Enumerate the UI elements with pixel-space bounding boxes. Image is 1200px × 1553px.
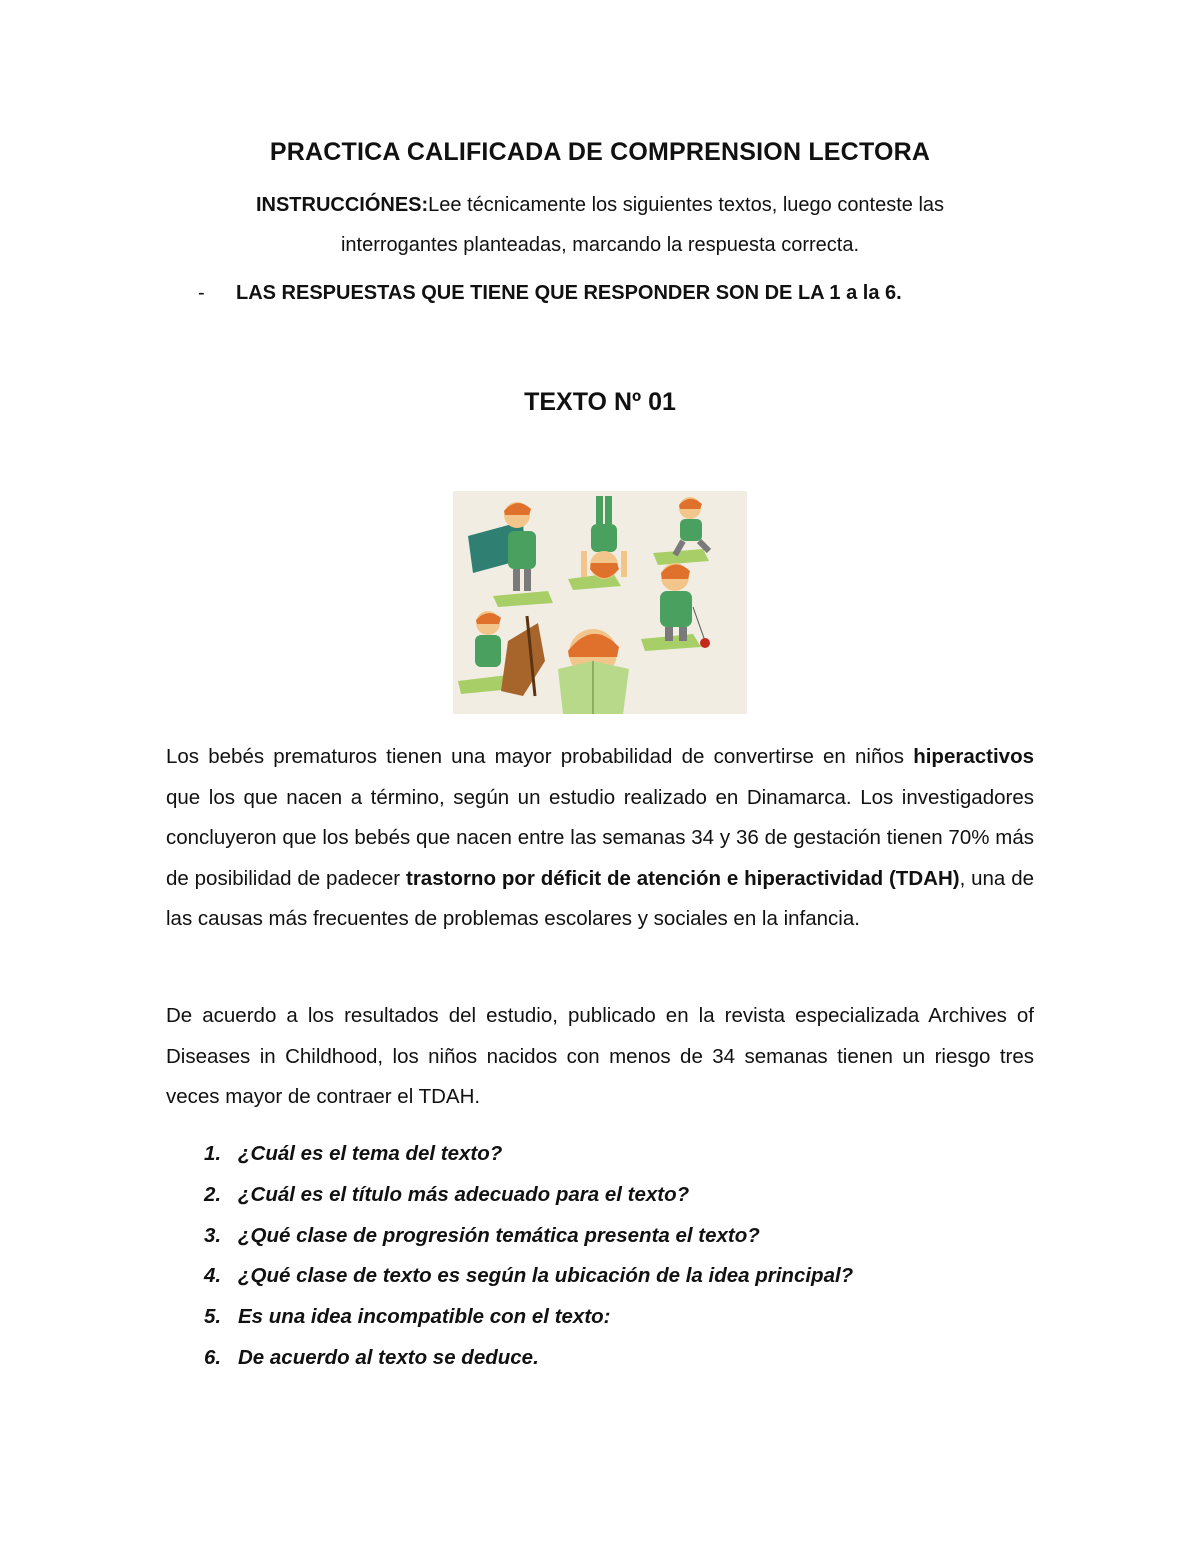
list-item xyxy=(204,1256,1004,1297)
question-number: 6. xyxy=(204,1345,222,1369)
question-text: Es una idea incompatible con el texto: xyxy=(238,1305,611,1329)
paragraph-1-part-c: que los que nacen a término, según un estudio realizado en Dinamarca. Los investigadores concluyeron que los bebés que nacen entre las semanas 34 y 36 de gestación tienen 70% más de posibilidad de padecer xyxy=(166,785,1034,890)
instructions-text-2: interrogantes planteadas, marcando la respuesta correcta. xyxy=(340,234,860,256)
instructions-label: INSTRUCCIÓNES: xyxy=(255,194,429,216)
bullet-dash: - xyxy=(198,282,205,304)
list-item xyxy=(204,1297,1004,1338)
answers-note-text: LAS RESPUESTAS QUE TIENE QUE RESPONDER SON DE LA 1 a la 6. xyxy=(236,282,902,304)
list-item xyxy=(204,1338,1004,1379)
paragraph-2: De acuerdo a los resultados del estudio, publicado en la revista especializada Archives of Diseases in Childhood, los niños nacidos con menos de 34 semanas tienen un riesgo tres veces mayor de contraer el TDAH. xyxy=(166,1004,1034,1108)
keyword-hiperactivos: hiperactivos xyxy=(913,745,1034,768)
question-text: ¿Qué clase de texto es según la ubicación de la idea principal? xyxy=(238,1264,854,1288)
question-text: ¿Cuál es el título más adecuado para el texto? xyxy=(238,1182,690,1206)
question-list xyxy=(204,1134,1004,1379)
list-item xyxy=(204,1216,1004,1257)
instructions-line-1 xyxy=(166,185,1034,225)
question-text: ¿Qué clase de progresión temática presenta el texto? xyxy=(238,1223,760,1247)
question-number: 1. xyxy=(204,1142,222,1165)
list-item xyxy=(204,1134,1004,1175)
question-number: 2. xyxy=(204,1182,222,1206)
paragraph-1 xyxy=(166,737,1034,940)
question-number: 3. xyxy=(204,1223,222,1247)
instructions xyxy=(166,185,1034,265)
list-item xyxy=(204,1175,1004,1216)
question-text: De acuerdo al texto se deduce. xyxy=(238,1345,539,1369)
paragraph-1-part-e: , una de las causas más frecuentes de problemas escolares y sociales en la infancia. xyxy=(166,866,1034,930)
children-illustration xyxy=(453,491,747,714)
answers-note xyxy=(198,282,902,305)
instructions-text-1: Lee técnicamente los siguientes textos, luego conteste las xyxy=(428,194,945,216)
question-number: 4. xyxy=(204,1264,222,1288)
page-title: PRACTICA CALIFICADA DE COMPRENSION LECTORA xyxy=(269,138,931,166)
keyword-tdah: trastorno por déficit de atención e hiperactividad (TDAH) xyxy=(406,866,960,890)
paragraph-1-part-a: Los bebés prematuros tienen una mayor probabilidad de convertirse en niños xyxy=(166,745,914,768)
section-heading: TEXTO Nº 01 xyxy=(524,388,676,416)
question-number: 5. xyxy=(204,1305,222,1329)
question-text: ¿Cuál es el tema del texto? xyxy=(238,1142,503,1165)
